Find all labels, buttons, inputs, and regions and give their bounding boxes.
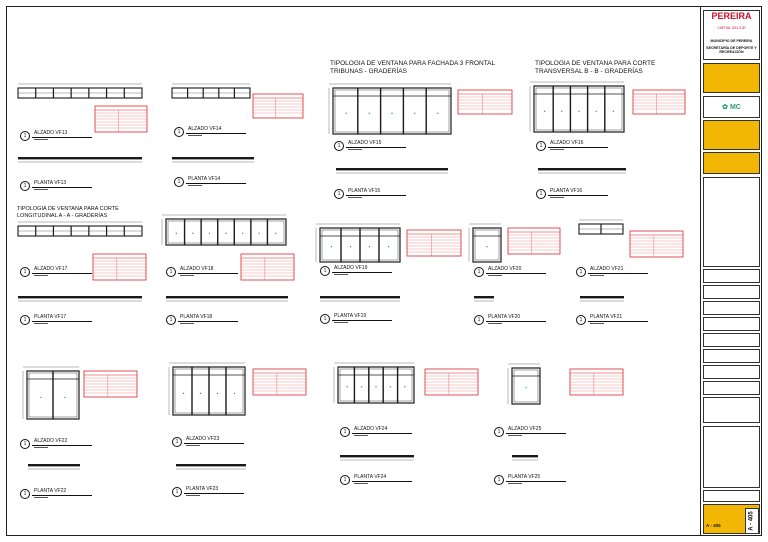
view-number-bubble: 1 (340, 427, 350, 437)
pereira-logo-sub: CAPITAL DEL EJE (717, 26, 746, 30)
notes-block (703, 426, 760, 488)
vf16-glass-mark (596, 111, 597, 112)
alzado-label-vf23 (172, 436, 248, 450)
view-title-underline (32, 273, 92, 274)
vf19-plan (320, 296, 400, 298)
vf22-glass-mark (64, 397, 65, 398)
view-title-underline (332, 320, 392, 321)
view-title: ALZADO VF16 (550, 140, 584, 146)
vf15-spec-table (458, 90, 512, 114)
vf16-spec-table (633, 90, 685, 114)
consultant-info-block (703, 120, 760, 150)
view-title: PLANTA VF13 (34, 180, 67, 186)
tb-row-8 (703, 381, 760, 395)
vf24-glass-mark (404, 386, 405, 387)
sheet-code: A - 405 (748, 511, 755, 531)
view-scale-line (488, 323, 502, 324)
view-title: ALZADO VF24 (354, 426, 388, 432)
view-scale-line (508, 435, 522, 436)
planta-label-vf13 (20, 180, 96, 194)
vf23-glass-mark (200, 393, 201, 394)
view-scale-line (334, 274, 348, 275)
mc-logo-icon: ✿ (722, 104, 730, 111)
vf20-plan (474, 296, 494, 298)
view-number-bubble: 1 (576, 267, 586, 277)
view-title: PLANTA VF22 (34, 488, 67, 494)
vf18-glass-mark (209, 233, 210, 234)
vf25-frame (512, 368, 540, 404)
vf25-glass-mark (525, 387, 526, 388)
view-scale-line (34, 323, 48, 324)
title-block (700, 6, 762, 536)
view-number-bubble: 1 (340, 475, 350, 485)
view-number-bubble: 1 (20, 439, 30, 449)
vf18-glass-mark (176, 233, 177, 234)
planta-label-vf24 (340, 474, 416, 488)
planta-label-vf16 (536, 188, 612, 202)
view-title-underline (186, 183, 246, 184)
vf19-glass-mark (369, 246, 370, 247)
vf24-frame (338, 367, 414, 403)
view-title-underline (352, 481, 412, 482)
view-scale-line (34, 275, 48, 276)
view-title-underline (32, 137, 92, 138)
vf14-spec-table (253, 94, 303, 118)
view-scale-line (186, 445, 200, 446)
sheet-code-small: A - 405 (706, 523, 721, 528)
tb-row-10 (703, 490, 760, 502)
view-title: PLANTA VF25 (508, 474, 541, 480)
vf15-glass-mark (369, 113, 370, 114)
view-title: PLANTA VF18 (180, 314, 213, 320)
view-title-underline (32, 187, 92, 188)
view-title: PLANTA VF14 (188, 176, 221, 182)
vf23-glass-mark (217, 393, 218, 394)
view-number-bubble: 1 (172, 437, 182, 447)
view-number-bubble: 1 (536, 189, 546, 199)
view-scale-line (550, 149, 564, 150)
vf24-glass-mark (347, 386, 348, 387)
section-title-corte-aa: TIPOLOGIA DE VENTANA PARA CORTE LONGITUDINAL A - A - GRADERÍAS (17, 206, 119, 219)
view-number-bubble: 1 (474, 267, 484, 277)
planta-label-vf25 (494, 474, 570, 488)
vf25-plan (512, 455, 538, 457)
vf24-glass-mark (375, 386, 376, 387)
view-scale-line (180, 275, 194, 276)
vf16-glass-mark (613, 111, 614, 112)
view-scale-line (34, 497, 48, 498)
vf15-glass-mark (346, 113, 347, 114)
vf16-glass-mark (561, 111, 562, 112)
view-title-underline (506, 481, 566, 482)
project-info-block (703, 63, 760, 93)
tb-row-7 (703, 365, 760, 379)
alzado-label-vf17 (20, 266, 96, 280)
vf18-glass-mark (275, 233, 276, 234)
view-title-underline (506, 433, 566, 434)
view-title-underline (588, 273, 648, 274)
view-scale-line (590, 323, 604, 324)
view-title: ALZADO VF13 (34, 130, 68, 136)
view-scale-line (34, 447, 48, 448)
view-number-bubble: 1 (320, 314, 330, 324)
view-scale-line (348, 197, 362, 198)
view-title-underline (186, 133, 246, 134)
view-scale-line (348, 149, 362, 150)
tb-row-2 (703, 285, 760, 299)
vf22-plan (28, 464, 80, 466)
view-title: PLANTA VF15 (348, 188, 381, 194)
view-number-bubble: 1 (334, 141, 344, 151)
title-block-header (703, 10, 760, 60)
view-title: ALZADO VF18 (180, 266, 214, 272)
vf15-glass-mark (414, 113, 415, 114)
view-number-bubble: 1 (474, 315, 484, 325)
view-title: PLANTA VF24 (354, 474, 387, 480)
view-scale-line (180, 323, 194, 324)
tb-row-3 (703, 301, 760, 315)
vf16-glass-mark (578, 111, 579, 112)
vf18-glass-mark (192, 233, 193, 234)
tb-row-1 (703, 269, 760, 283)
view-title-underline (486, 273, 546, 274)
view-number-bubble: 1 (172, 487, 182, 497)
view-title-underline (32, 321, 92, 322)
alzado-label-vf21 (576, 266, 652, 280)
planta-label-vf20 (474, 314, 550, 328)
vf20-glass-mark (486, 246, 487, 247)
view-number-bubble: 1 (320, 266, 330, 276)
view-scale-line (550, 197, 564, 198)
vf24-plan (340, 455, 414, 457)
department-name: SECRETARÍA DE DEPORTE Y RECREACIÓN (706, 46, 757, 55)
view-number-bubble: 1 (20, 315, 30, 325)
vf24-glass-mark (361, 386, 362, 387)
view-number-bubble: 1 (166, 315, 176, 325)
view-title-underline (346, 147, 406, 148)
vf15-glass-mark (391, 113, 392, 114)
view-title-underline (588, 321, 648, 322)
signatures-block (703, 177, 760, 267)
view-number-bubble: 1 (494, 475, 504, 485)
view-title-underline (32, 495, 92, 496)
view-title: PLANTA VF17 (34, 314, 67, 320)
view-title-underline (346, 195, 406, 196)
alzado-label-vf13 (20, 130, 96, 144)
vf15-glass-mark (437, 113, 438, 114)
view-title: PLANTA VF19 (334, 313, 367, 319)
view-number-bubble: 1 (576, 315, 586, 325)
view-scale-line (188, 185, 202, 186)
section-title-fachada3: TIPOLOGIA DE VENTANA PARA FACHADA 3 FRONTAL TRIBUNAS - GRADERÍAS (330, 60, 495, 75)
planta-label-vf23 (172, 486, 248, 500)
vf16-plan (538, 168, 626, 170)
vf23-glass-mark (183, 393, 184, 394)
view-scale-line (188, 135, 202, 136)
view-number-bubble: 1 (20, 267, 30, 277)
vf14-plan (172, 157, 254, 159)
vf17-plan (18, 296, 142, 298)
contractor-logo-block (703, 96, 760, 118)
alzado-label-vf18 (166, 266, 242, 280)
vf15-plan (336, 168, 448, 170)
view-scale-line (354, 483, 368, 484)
view-scale-line (186, 495, 200, 496)
view-title-underline (184, 493, 244, 494)
tb-row-6 (703, 349, 760, 363)
view-title-underline (548, 147, 608, 148)
view-title-underline (178, 273, 238, 274)
view-title: PLANTA VF20 (488, 314, 521, 320)
review-info-block (703, 152, 760, 174)
alzado-label-vf16 (536, 140, 612, 154)
view-number-bubble: 1 (494, 427, 504, 437)
planta-label-vf22 (20, 488, 96, 502)
vf19-glass-mark (388, 246, 389, 247)
pereira-logo: PEREIRA (711, 11, 752, 21)
planta-label-vf19 (320, 313, 396, 327)
view-title-underline (486, 321, 546, 322)
view-title: ALZADO VF20 (488, 266, 522, 272)
view-title: ALZADO VF19 (334, 265, 368, 271)
vf24-glass-mark (390, 386, 391, 387)
view-title: PLANTA VF23 (186, 486, 219, 492)
view-scale-line (590, 275, 604, 276)
vf18-glass-mark (258, 233, 259, 234)
alzado-label-vf20 (474, 266, 550, 280)
planta-label-vf21 (576, 314, 652, 328)
vf19-glass-mark (350, 246, 351, 247)
alzado-label-vf14 (174, 126, 250, 140)
vf21-plan (580, 296, 624, 298)
view-title: PLANTA VF21 (590, 314, 623, 320)
mc-logo-text: MC (729, 104, 741, 111)
alzado-label-vf24 (340, 426, 416, 440)
view-title: PLANTA VF16 (550, 188, 583, 194)
view-number-bubble: 1 (174, 177, 184, 187)
vf22-glass-mark (40, 397, 41, 398)
view-scale-line (34, 189, 48, 190)
vf20-frame (473, 228, 501, 262)
view-title: ALZADO VF21 (590, 266, 624, 272)
view-number-bubble: 1 (536, 141, 546, 151)
alzado-label-vf15 (334, 140, 410, 154)
tb-row-4 (703, 317, 760, 331)
planta-label-vf18 (166, 314, 242, 328)
view-title: ALZADO VF23 (186, 436, 220, 442)
vf23-glass-mark (234, 393, 235, 394)
vf23-plan (176, 464, 246, 466)
planta-label-vf15 (334, 188, 410, 202)
view-title-underline (332, 272, 392, 273)
view-title-underline (184, 443, 244, 444)
alzado-label-vf25 (494, 426, 570, 440)
section-title-corte-bb: TIPOLOGIA DE VENTANA PARA CORTE TRANSVERSAL B - B - GRADERÍAS (535, 60, 656, 75)
planta-label-vf17 (20, 314, 96, 328)
view-number-bubble: 1 (20, 181, 30, 191)
view-scale-line (334, 322, 348, 323)
view-number-bubble: 1 (334, 189, 344, 199)
view-scale-line (354, 435, 368, 436)
view-title-underline (178, 321, 238, 322)
view-number-bubble: 1 (20, 131, 30, 141)
view-title: ALZADO VF15 (348, 140, 382, 146)
vf16-glass-mark (544, 111, 545, 112)
view-scale-line (488, 275, 502, 276)
municipality-name: MUNICIPIO DE PEREIRA (710, 39, 753, 43)
vf18-plan (166, 296, 288, 298)
vf18-glass-mark (225, 233, 226, 234)
alzado-label-vf19 (320, 265, 396, 279)
vf19-glass-mark (331, 246, 332, 247)
view-title-underline (548, 195, 608, 196)
vf13-plan (18, 157, 142, 159)
view-title: ALZADO VF25 (508, 426, 542, 432)
view-number-bubble: 1 (20, 489, 30, 499)
view-title: ALZADO VF22 (34, 438, 68, 444)
tb-row-9 (703, 397, 760, 423)
vf15-frame (333, 88, 451, 134)
view-scale-line (34, 139, 48, 140)
planta-label-vf14 (174, 176, 250, 190)
vf16-frame (534, 86, 624, 132)
alzado-label-vf22 (20, 438, 96, 452)
view-number-bubble: 1 (166, 267, 176, 277)
view-title-underline (352, 433, 412, 434)
vf18-glass-mark (242, 233, 243, 234)
view-scale-line (508, 483, 522, 484)
view-title-underline (32, 445, 92, 446)
view-title: ALZADO VF14 (188, 126, 222, 132)
tb-row-5 (703, 333, 760, 347)
view-title: ALZADO VF17 (34, 266, 68, 272)
view-number-bubble: 1 (174, 127, 184, 137)
